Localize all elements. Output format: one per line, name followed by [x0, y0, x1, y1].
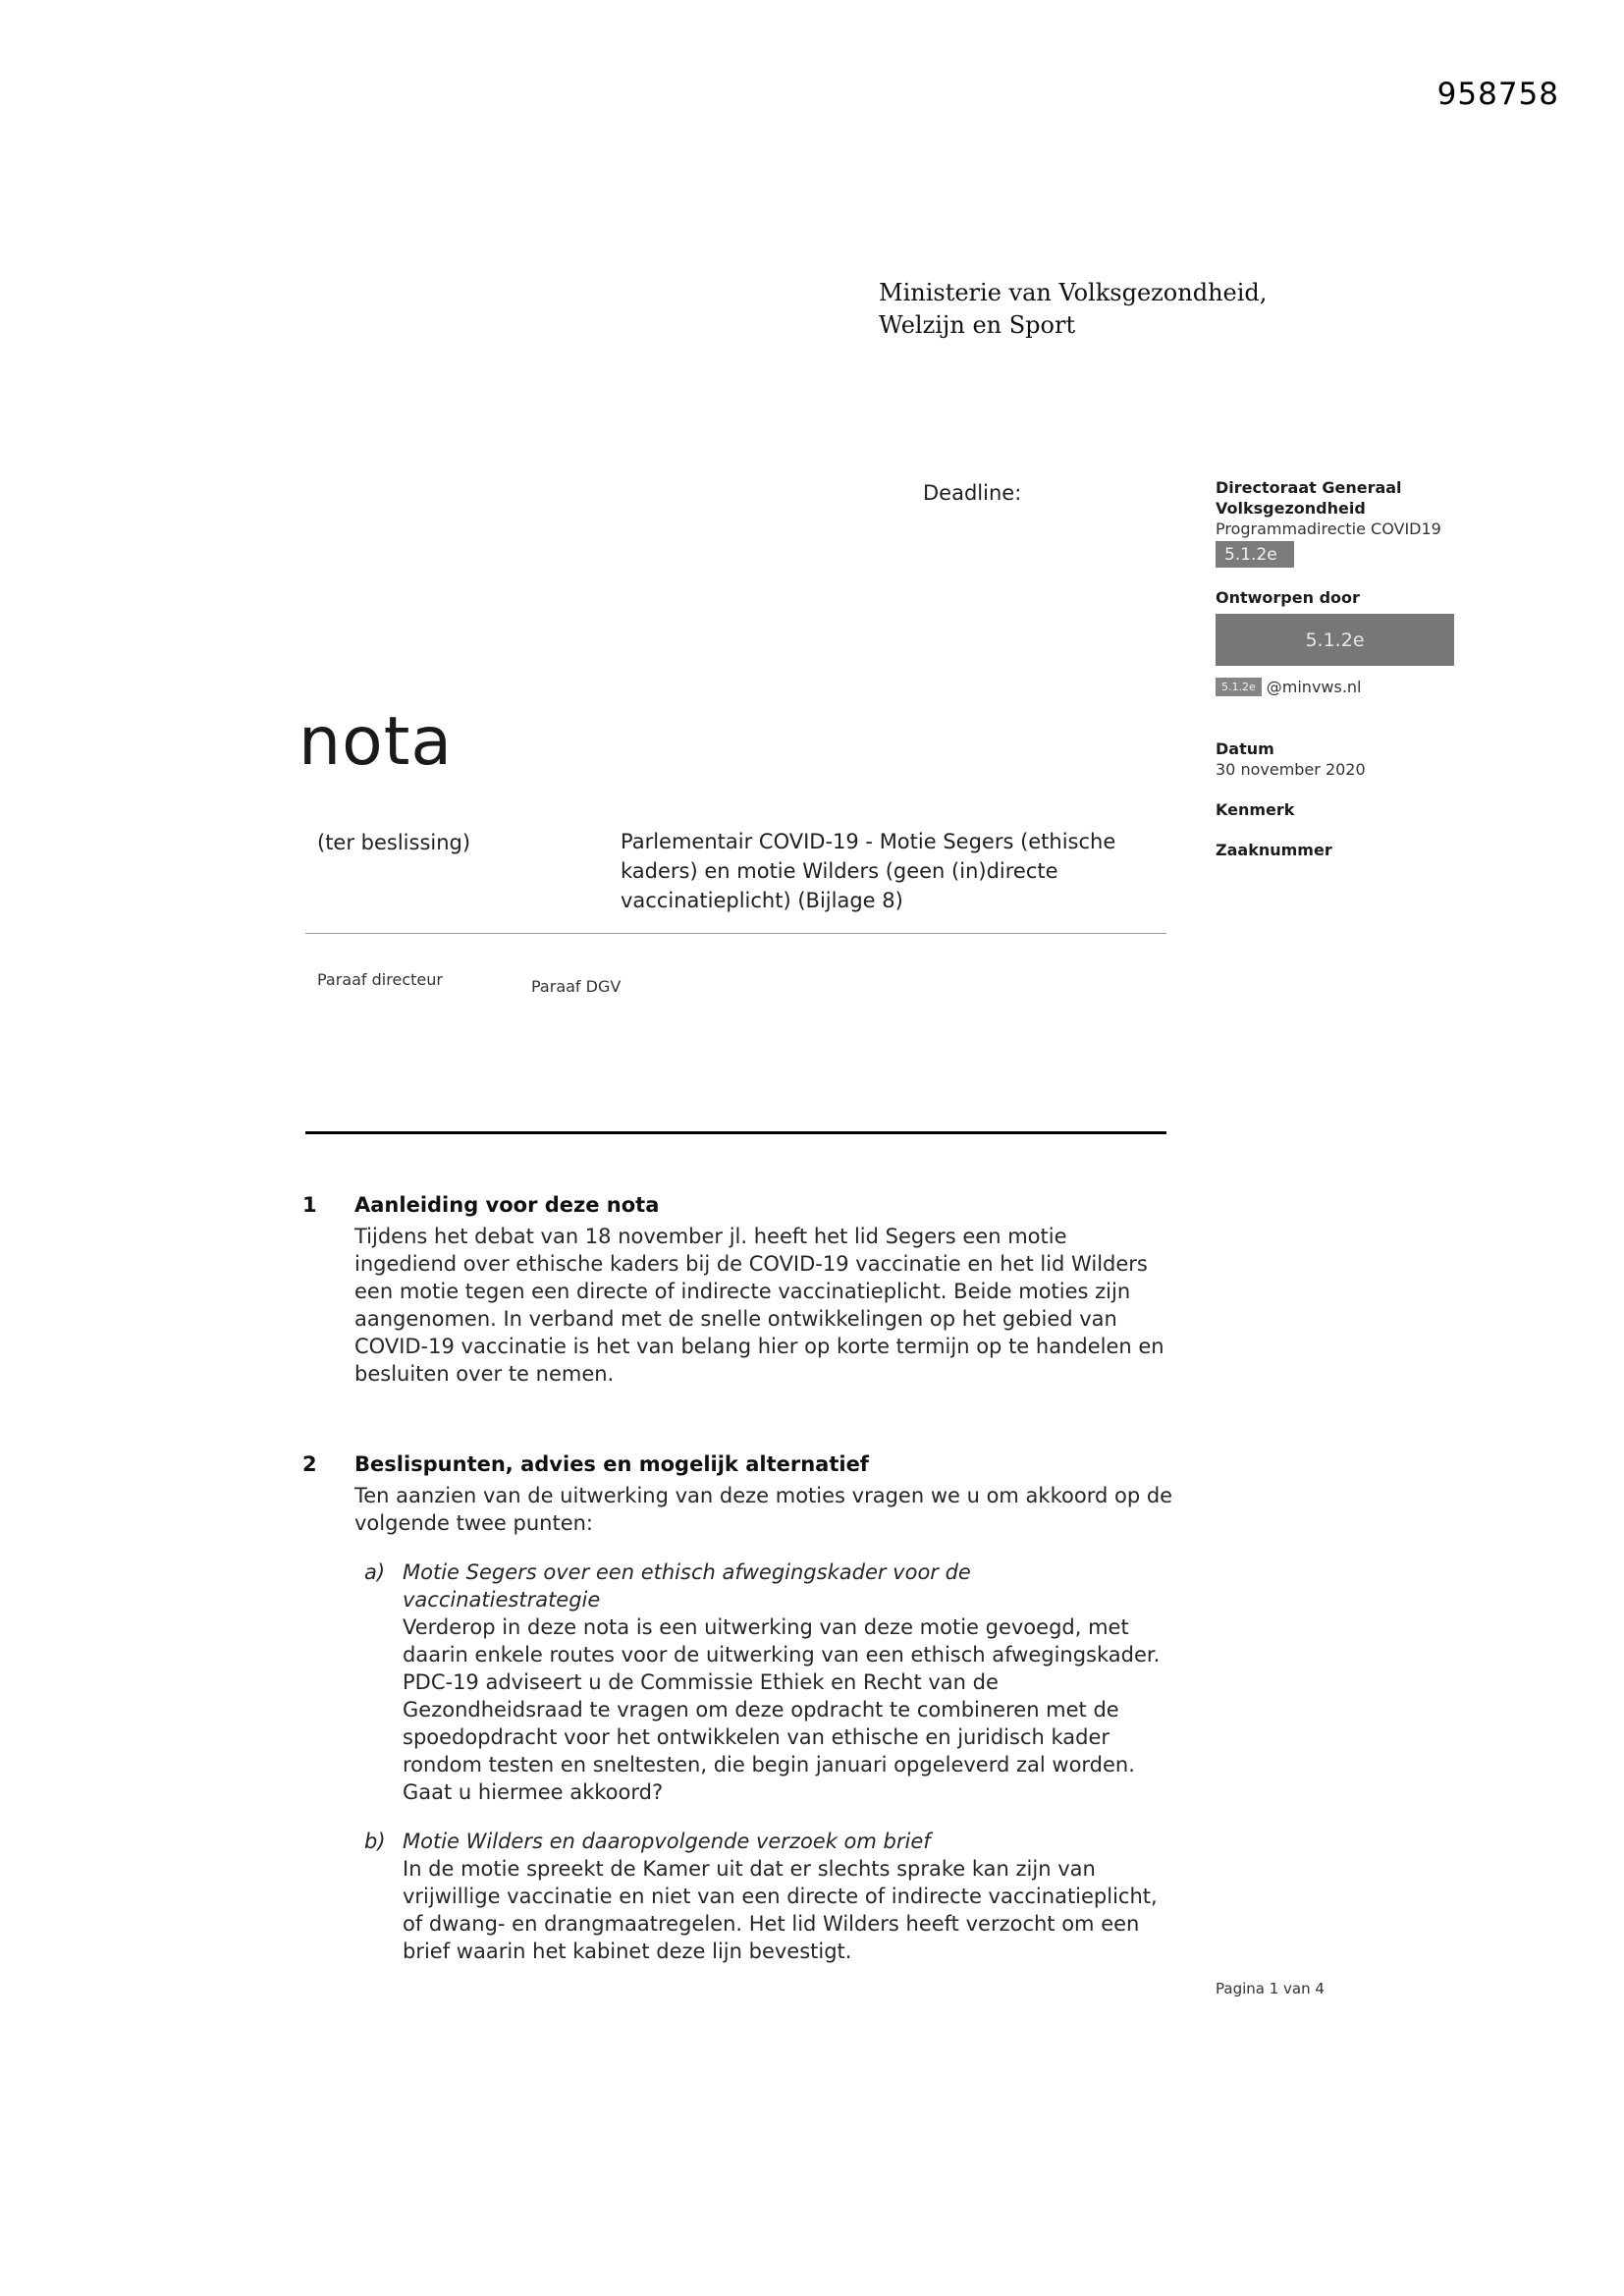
datum-value: 30 november 2020 — [1216, 760, 1366, 779]
section-body-text: Ten aanzien van de uitwerking van deze moties vragen we u om akkoord op de volgende twee punten: — [354, 1484, 1173, 1535]
list-item-marker: b) — [364, 1830, 386, 1853]
list-item-body: Verderop in deze nota is een uitwerking van deze motie gevoegd, met daarin enkele routes voor de uitwerking van een ethisch afwegingskader. PDC-19 adviseert u de Commissie Ethiek en Recht van de Gezondheidsraad te vragen om deze opdracht te combineren met de spoedopdracht voor het ontwikkelen van ethische en juridisch kader rondom testen en sneltesten, die begin januari opgeleverd zal worden. Gaat u hiermee akkoord? — [403, 1615, 1161, 1804]
list-item-b — [364, 1828, 1174, 1965]
redaction-box: 5.1.2e — [1216, 541, 1294, 568]
subject-title: Parlementair COVID-19 - Motie Segers (ethische kaders) en motie Wilders (geen (in)directe vaccinatieplicht) (Bijlage 8) — [621, 830, 1116, 912]
list-item-content — [403, 1558, 1174, 1806]
directorate-label-line-2: Volksgezondheid — [1216, 499, 1366, 518]
directorate-label-line-1: Directoraat Generaal — [1216, 478, 1402, 497]
deadline-label: Deadline: — [923, 481, 1022, 505]
list-item-body: In de motie spreekt de Kamer uit dat er slechts sprake kan zijn van vrijwillige vaccinatie en niet van een directe of indirecte vaccinatieplicht, of dwang- en drangmaatregelen. Het lid Wilders heeft verzocht om een brief waarin het kabinet deze lijn bevestigt. — [403, 1857, 1158, 1963]
ministry-wordmark — [879, 277, 1267, 342]
section-heading — [302, 1191, 1174, 1219]
section-beslispunten — [302, 1450, 1174, 1965]
datum-label: Datum — [1216, 739, 1274, 758]
redaction-box: 5.1.2e — [1216, 678, 1262, 696]
section-title: Beslispunten, advies en mogelijk alternatief — [354, 1452, 869, 1476]
section-heading — [302, 1450, 1174, 1478]
section-aanleiding — [302, 1191, 1174, 1388]
email-row — [1216, 677, 1510, 697]
section-body-text: Tijdens het debat van 18 november jl. heeft het lid Segers een motie ingediend over ethische kaders bij de COVID-19 vaccinatie en het lid Wilders een motie tegen een directe of indirecte vaccinatieplicht. Beide moties zijn aangenomen. In verband met de snelle ontwikkelingen op het gebied van COVID-19 vaccinatie is het van belang hier op korte termijn op te handelen en besluiten over te nemen. — [354, 1225, 1164, 1386]
page-indicator: Pagina 1 van 4 — [1216, 1980, 1325, 1997]
list-item-content — [403, 1828, 1174, 1965]
paraaf-dgv-label: Paraaf DGV — [531, 977, 622, 996]
kenmerk-label: Kenmerk — [1216, 800, 1295, 819]
email-domain: @minvws.nl — [1266, 678, 1362, 696]
program-label: Programmadirectie COVID19 — [1216, 519, 1441, 538]
ministry-line-1: Ministerie van Volksgezondheid, — [879, 279, 1268, 306]
list-item-heading: Motie Wilders en daaropvolgende verzoek om brief — [403, 1830, 931, 1853]
section-number: 2 — [302, 1452, 317, 1476]
zaaknummer-label: Zaaknummer — [1216, 841, 1332, 859]
section-title: Aanleiding voor deze nota — [354, 1193, 660, 1217]
nota-title: nota — [298, 703, 454, 781]
list-item-heading: Motie Segers over een ethisch afwegingskader voor de vaccinatiestrategie — [403, 1560, 971, 1612]
decision-note: (ter beslissing) — [317, 831, 471, 854]
ministry-line-2: Welzijn en Sport — [879, 311, 1076, 339]
divider-thick — [305, 1131, 1166, 1134]
document-body — [302, 1191, 1174, 1965]
divider-thin — [305, 933, 1166, 934]
section-number: 1 — [302, 1193, 317, 1217]
redaction-box: 5.1.2e — [1216, 614, 1454, 666]
paraaf-directeur-label: Paraaf directeur — [317, 970, 443, 989]
document-number: 958758 — [1436, 77, 1559, 112]
ontworpen-door-label: Ontworpen door — [1216, 588, 1360, 607]
list-item-marker: a) — [364, 1560, 386, 1584]
metadata-sidebar — [1216, 477, 1510, 860]
list-item-a — [364, 1558, 1174, 1806]
